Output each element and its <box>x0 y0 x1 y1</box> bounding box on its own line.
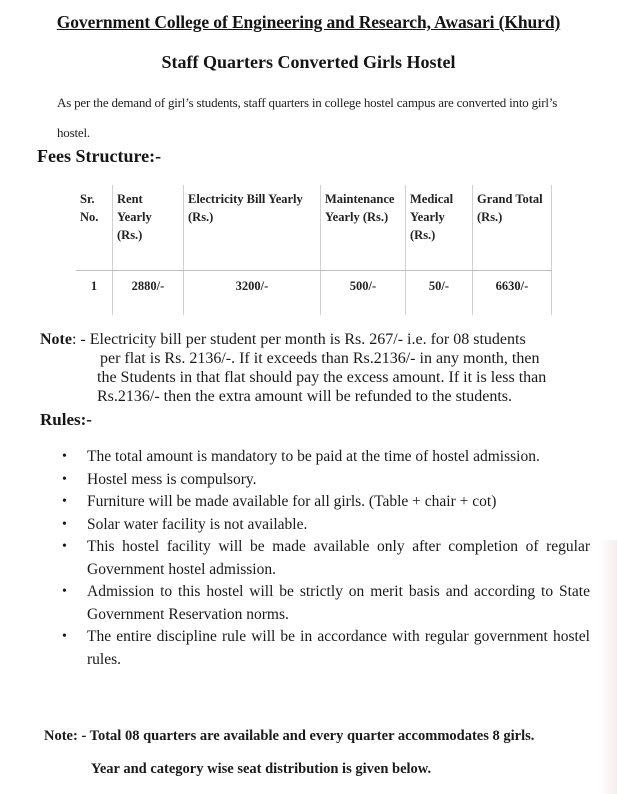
fees-table <box>76 185 552 315</box>
rule-text: Hostel mess is compulsory. <box>87 470 257 488</box>
cell-electricity: 3200/- <box>184 271 321 316</box>
list-item <box>60 514 590 537</box>
bullet-icon: • <box>62 449 67 464</box>
cell-grand-total: 6630/- <box>473 271 552 316</box>
column-header-sr-no: Sr. No. <box>76 185 113 271</box>
rule-text: This hostel facility will be made available only after completion of regular Government hostel admission. <box>87 538 590 578</box>
rule-text: The total amount is mandatory to be paid at the time of hostel admission. <box>87 448 540 465</box>
column-header-maintenance: Maintenance Yearly (Rs.) <box>321 185 406 271</box>
column-header-medical: Medical Yearly (Rs.) <box>406 185 473 271</box>
bullet-icon: • <box>62 629 67 644</box>
cell-sr-no: 1 <box>76 271 113 316</box>
electricity-note <box>40 330 600 406</box>
note-line-1: : - Electricity bill per student per month is Rs. 267/- i.e. for 08 students <box>71 331 526 348</box>
bullet-icon: • <box>62 494 67 509</box>
list-item <box>60 491 590 514</box>
bullet-icon: • <box>62 471 67 487</box>
fees-table-header-row <box>76 185 552 271</box>
list-item <box>60 469 590 492</box>
cell-rent: 2880/- <box>113 271 184 316</box>
bullet-icon: • <box>62 539 67 554</box>
list-item <box>60 536 590 581</box>
list-item <box>60 446 590 469</box>
table-row <box>76 271 552 316</box>
quarters-note: Note: - Total 08 quarters are available and every quarter accommodates 8 girls. <box>44 728 535 744</box>
column-header-electricity: Electricity Bill Yearly (Rs.) <box>184 185 321 271</box>
rule-text: Solar water facility is not available. <box>87 515 308 533</box>
rules-heading: Rules:- <box>40 410 92 429</box>
college-title: Government College of Engineering and Research, Awasari (Khurd) <box>56 12 561 32</box>
column-header-grand-total: Grand Total (Rs.) <box>473 185 552 271</box>
rule-text: Furniture will be made available for all girls. (Table + chair + cot) <box>87 493 497 510</box>
scan-edge-shading <box>599 540 617 794</box>
bullet-icon: • <box>62 584 67 599</box>
intro-paragraph: As per the demand of girl’s students, staff quarters in college hostel campus are converted into girl’s hostel. <box>57 95 558 140</box>
note-line-3: the Students in that flat should pay the excess amount. If it is less than <box>97 369 547 386</box>
list-item <box>60 581 590 626</box>
seat-distribution-note: Year and category wise seat distribution is given below. <box>91 761 432 777</box>
rule-text: Admission to this hostel will be strictly on merit basis and according to State Government Reservation norms. <box>87 583 590 623</box>
cell-medical: 50/- <box>406 271 473 316</box>
fees-structure-heading: Fees Structure:- <box>37 146 162 166</box>
list-item <box>60 626 590 671</box>
bullet-icon: • <box>62 516 67 532</box>
cell-maintenance: 500/- <box>321 271 406 316</box>
column-header-rent: Rent Yearly (Rs.) <box>113 185 184 271</box>
note-line-2: per flat is Rs. 2136/-. If it exceeds than Rs.2136/- in any month, then <box>100 350 540 367</box>
rules-list <box>60 446 590 671</box>
rule-text: The entire discipline rule will be in accordance with regular government hostel rules. <box>87 628 590 668</box>
note-line-4: Rs.2136/- then the extra amount will be refunded to the students. <box>97 388 513 405</box>
hostel-title: Staff Quarters Converted Girls Hostel <box>161 52 456 72</box>
note-label: Note <box>40 331 72 348</box>
